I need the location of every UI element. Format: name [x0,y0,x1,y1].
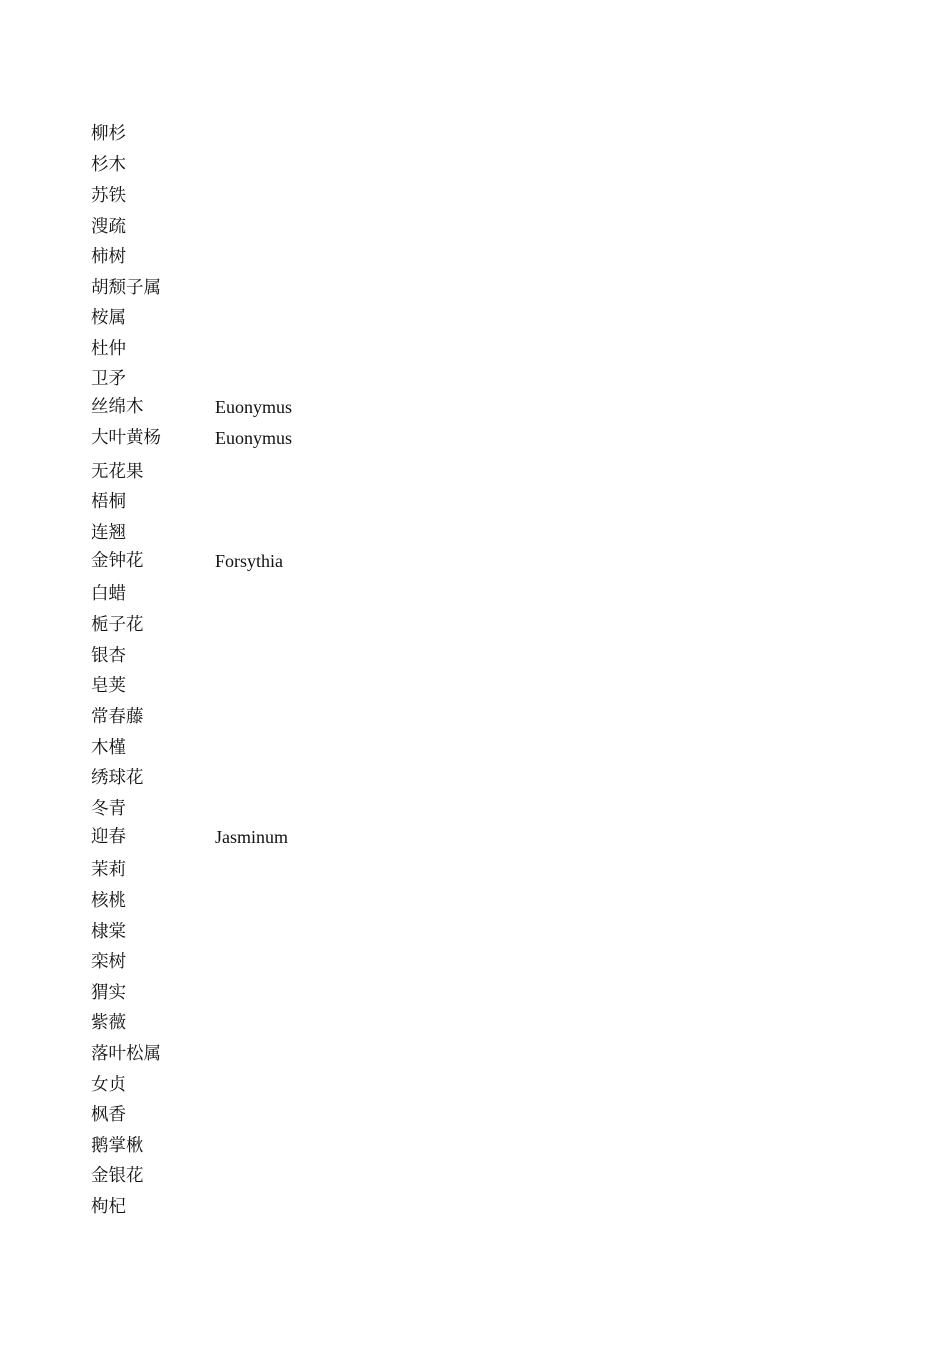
list-item [91,213,491,241]
latin-name: Euonymus [215,397,293,417]
chinese-name: 枸杞 [91,1197,126,1217]
chinese-name: 栀子花 [91,615,144,635]
list-item [91,335,491,363]
list-item [91,856,491,884]
latin-name: Forsythia [215,551,284,571]
chinese-name: 胡颓子属 [91,278,161,298]
list-item [91,948,491,976]
list-item [91,611,491,639]
list-item [91,580,491,608]
list-item [91,393,491,421]
chinese-name: 银杏 [91,646,126,666]
chinese-name: 苏铁 [91,186,126,206]
list-item [91,672,491,700]
list-item [91,1162,491,1190]
list-item [91,642,491,670]
chinese-name: 冬青 [91,799,126,819]
list-item [91,734,491,762]
chinese-name: 柿树 [91,247,126,267]
chinese-name: 女贞 [91,1075,126,1095]
list-item [91,151,491,179]
chinese-name: 金钟花 [91,551,144,571]
list-item [91,120,491,148]
chinese-name: 核桃 [91,891,126,911]
list-item [91,488,491,516]
chinese-name: 木槿 [91,738,126,758]
chinese-name: 鹅掌楸 [91,1136,144,1156]
list-item [91,887,491,915]
chinese-name: 卫矛 [91,369,126,389]
list-item [91,304,491,332]
list-item [91,1071,491,1099]
chinese-name: 无花果 [91,462,144,482]
chinese-name: 栾树 [91,952,126,972]
list-item [91,274,491,302]
chinese-name: 柳杉 [91,124,126,144]
list-item [91,918,491,946]
chinese-name: 迎春 [91,827,126,847]
chinese-name: 皂荚 [91,676,126,696]
list-item [91,1193,491,1221]
list-item [91,519,491,547]
list-item [91,365,491,393]
chinese-name: 常春藤 [91,707,144,727]
chinese-name: 金银花 [91,1166,144,1186]
list-item [91,703,491,731]
chinese-name: 杜仲 [91,339,126,359]
chinese-name: 梧桐 [91,492,126,512]
list-item [91,979,491,1007]
list-item [91,823,491,851]
chinese-name: 绣球花 [91,768,144,788]
list-item [91,795,491,823]
chinese-name: 杉木 [91,155,126,175]
chinese-name: 猬实 [91,983,126,1003]
chinese-name: 丝绵木 [91,397,144,417]
list-item [91,458,491,486]
list-item [91,243,491,271]
latin-name: Jasminum [215,827,289,847]
chinese-name: 枫香 [91,1105,126,1125]
list-item [91,1101,491,1129]
list-item [91,182,491,210]
chinese-name: 连翘 [91,523,126,543]
list-item [91,764,491,792]
chinese-name: 紫薇 [91,1013,126,1033]
chinese-name: 茉莉 [91,860,126,880]
list-item [91,1009,491,1037]
chinese-name: 大叶黄杨 [91,428,161,448]
chinese-name: 桉属 [91,308,126,328]
chinese-name: 棣棠 [91,922,126,942]
list-item [91,547,491,575]
chinese-name: 白蜡 [91,584,126,604]
list-item [91,1132,491,1160]
chinese-name: 溲疏 [91,217,126,237]
list-item [91,1040,491,1068]
latin-name: Euonymus [215,428,293,448]
chinese-name: 落叶松属 [91,1044,161,1064]
list-item [91,424,491,452]
